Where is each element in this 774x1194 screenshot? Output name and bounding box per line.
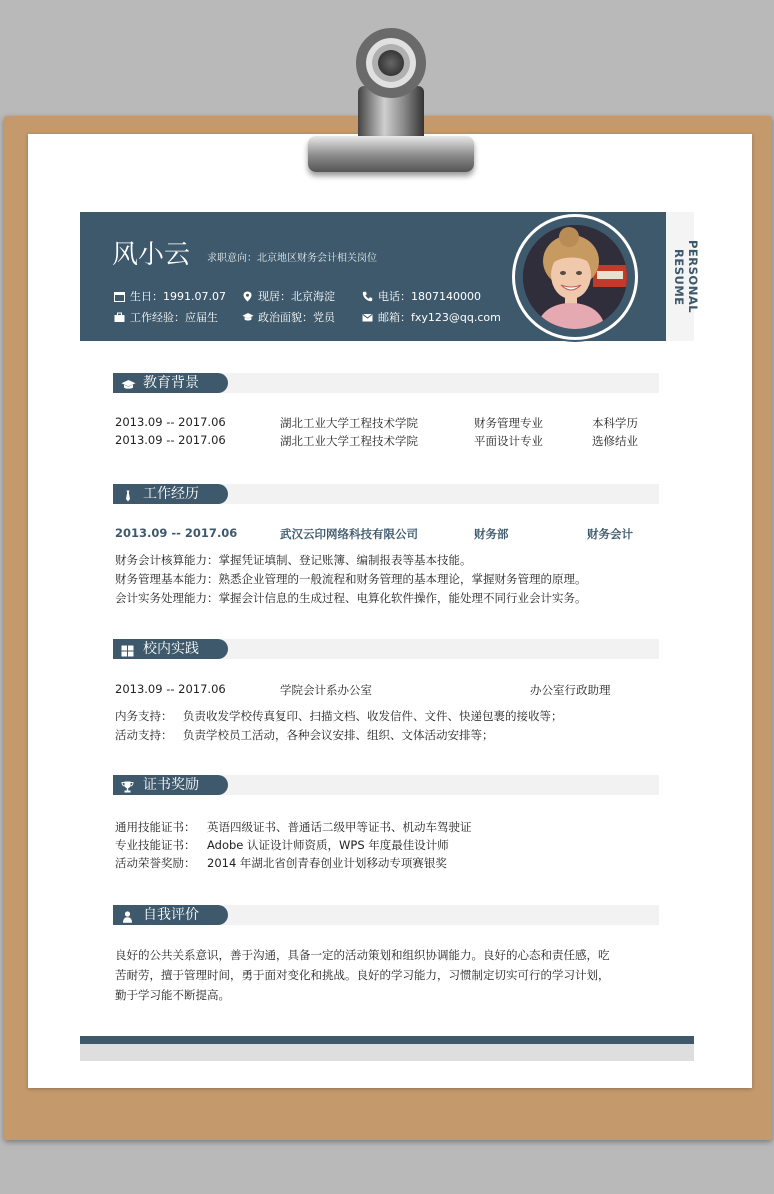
section-education (113, 373, 659, 393)
award-label: 活动荣誉奖励： (115, 856, 196, 870)
info-residence: 现居：北京海淀 (242, 288, 335, 304)
briefcase-icon (114, 312, 125, 323)
section-work (113, 484, 659, 504)
award-text: 2014 年湖北省创青春创业计划移动专项赛银奖 (207, 856, 447, 870)
graduation-cap-icon (242, 312, 253, 323)
work-dept: 财务部 (474, 527, 509, 541)
award-text: Adobe 认证设计师资质，WPS 年度最佳设计师 (207, 838, 449, 852)
award-label: 通用技能证书： (115, 820, 196, 834)
edu-school: 湖北工业大学工程技术学院 (280, 434, 418, 448)
work-line: 财务会计核算能力：掌握凭证填制、登记账簿、编制报表等基本技能。 (115, 553, 472, 567)
campus-label: 内务支持： (115, 709, 173, 723)
work-line: 财务管理基本能力：熟悉企业管理的一般流程和财务管理的基本理论，掌握财务管理的原理。 (115, 572, 587, 586)
footer-line (80, 1036, 694, 1044)
edu-period: 2013.09 -- 2017.06 (115, 415, 226, 429)
campus-text: 负责学校员工活动，各种会议安排、组织、文体活动安排等； (183, 728, 494, 742)
work-period: 2013.09 -- 2017.06 (115, 526, 238, 540)
avatar (512, 214, 638, 340)
grid-icon (121, 643, 135, 655)
self-line: 良好的公共关系意识，善于沟通，具备一定的活动策划和组织协调能力。良好的心态和责任感，吃 (115, 948, 610, 962)
campus-role: 办公室行政助理 (530, 683, 611, 697)
info-politics: 政治面貌：党员 (242, 309, 335, 325)
edu-school: 湖北工业大学工程技术学院 (280, 416, 418, 430)
person-icon (121, 909, 135, 921)
campus-period: 2013.09 -- 2017.06 (115, 682, 226, 696)
calendar-icon (114, 291, 125, 302)
info-email: 邮箱：fxy123@qq.com (362, 309, 501, 325)
footer-band (80, 1044, 694, 1061)
edu-degree: 选修结业 (592, 434, 638, 448)
mail-icon (362, 312, 373, 323)
graduation-cap-icon (121, 377, 135, 389)
section-campus (113, 639, 659, 659)
phone-icon (362, 291, 373, 302)
work-position: 财务会计 (587, 527, 633, 541)
necktie-icon (121, 488, 135, 500)
self-line: 苦耐劳，擅于管理时间，勇于面对变化和挑战。良好的学习能力，习惯制定切实可行的学习计划， (115, 968, 610, 982)
campus-label: 活动支持： (115, 728, 173, 742)
work-line: 会计实务处理能力：掌握会计信息的生成过程、电算化软件操作，能处理不同行业会计实务。 (115, 591, 587, 605)
info-phone: 电话：1807140000 (362, 288, 481, 304)
section-title: 工作经历 (143, 486, 199, 502)
candidate-name: 风小云 (112, 240, 191, 270)
section-title: 证书奖励 (143, 777, 199, 793)
info-birthday: 生日：1991.07.07 (114, 288, 226, 304)
section-title: 教育背景 (143, 375, 199, 391)
edu-major: 财务管理专业 (474, 416, 543, 430)
section-self (113, 905, 659, 925)
section-awards (113, 775, 659, 795)
binder-clip-icon (304, 26, 480, 178)
profile-photo (523, 225, 627, 329)
section-title: 校内实践 (143, 641, 199, 657)
campus-text: 负责收发学校传真复印、扫描文档、收发信件、文件、快递包裹的接收等； (183, 709, 563, 723)
edu-major: 平面设计专业 (474, 434, 543, 448)
section-title: 自我评价 (143, 907, 199, 923)
trophy-icon (121, 779, 135, 791)
campus-org: 学院会计系办公室 (280, 683, 372, 697)
edu-degree: 本科学历 (592, 416, 638, 430)
work-company: 武汉云印网络科技有限公司 (280, 527, 418, 541)
job-intent: 求职意向：北京地区财务会计相关岗位 (207, 253, 377, 264)
resume-header (80, 212, 700, 341)
side-title: PERSONAL RESUME (672, 240, 700, 314)
location-pin-icon (242, 291, 253, 302)
self-line: 勤于学习能不断提高。 (115, 988, 230, 1002)
info-experience: 工作经验：应届生 (114, 309, 218, 325)
award-label: 专业技能证书： (115, 838, 196, 852)
edu-period: 2013.09 -- 2017.06 (115, 433, 226, 447)
award-text: 英语四级证书、普通话二级甲等证书、机动车驾驶证 (207, 820, 472, 834)
